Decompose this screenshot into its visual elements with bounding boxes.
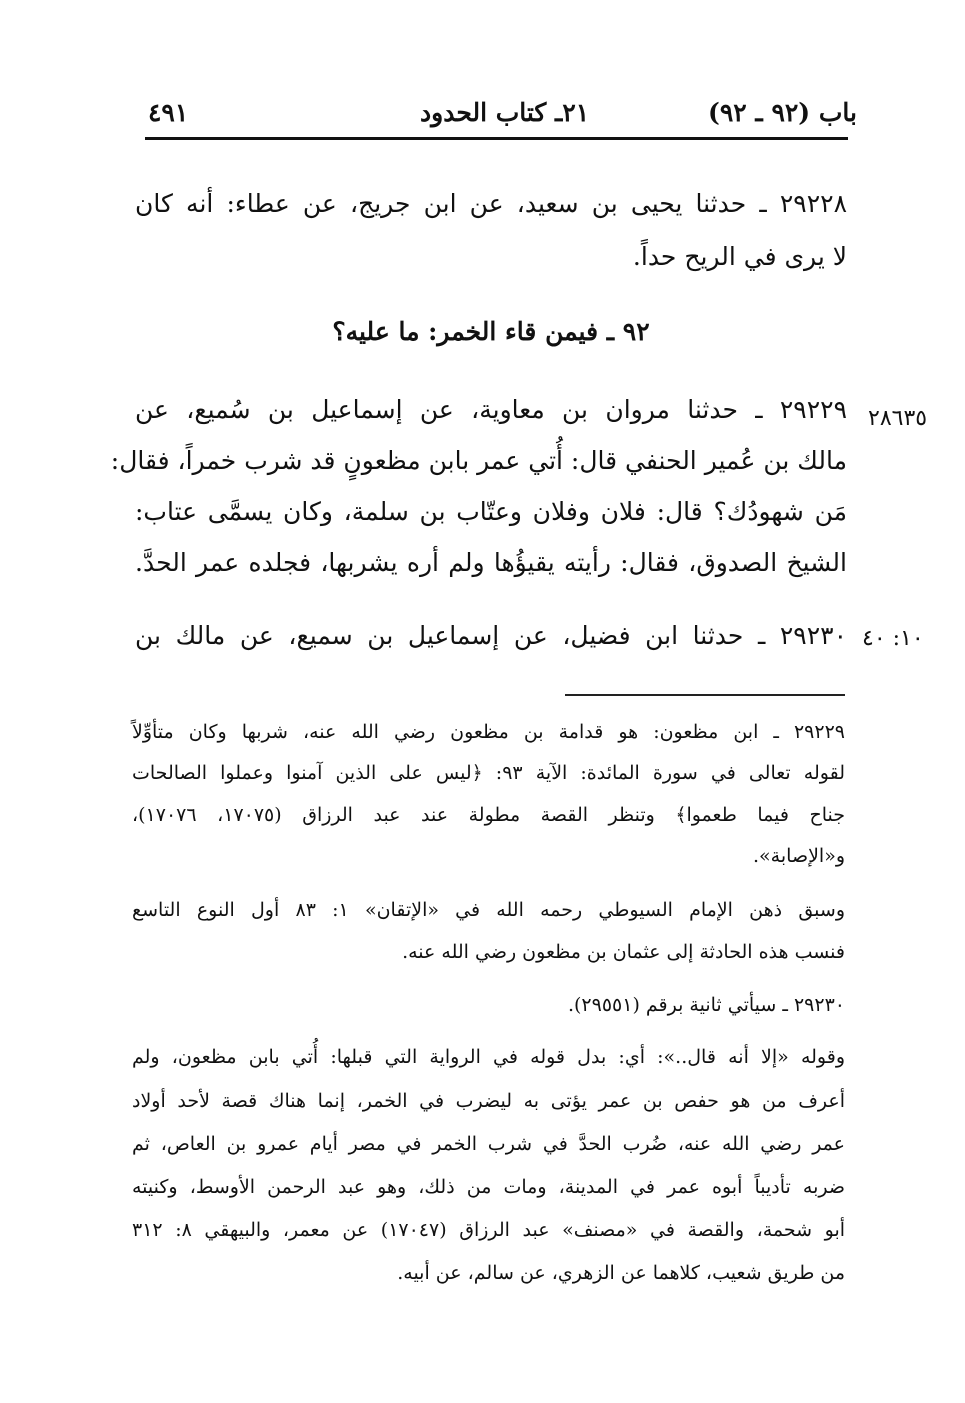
hadith-29230-line-1: ٢٩٢٣٠ ـ حدثنا ابن فضيل، عن إسماعيل بن سميع، عن مالك بن [135,621,847,650]
hadith-29228-line-1: ٢٩٢٢٨ ـ حدثنا يحيى بن سعيد، عن ابن جريج، عن عطاء: أنه كان [135,189,847,218]
footnote-illa-line-5: أبو شحمة، والقصة في «مصنف» عبد الرزاق (١٧٠٤٧) عن معمر، والبيهقي ٨: ٣١٢ [132,1219,846,1241]
margin-ref-29229: ٢٨٦٣٥ [868,406,928,431]
footnote-illa-line-3: عمر رضي الله عنه، ضُرب الحدَّ في شرب الخمر في مصر أيام عمرو بن العاص، ثم [132,1133,845,1155]
margin-ref-29230: ١٠: ٤٠ [862,626,924,651]
footnote-29230-line-1: ٢٩٢٣٠ ـ سيأتي ثانية برقم (٢٩٥٥١). [567,994,845,1016]
page-number: ٤٩١ [148,98,189,127]
footnote-illa-line-4: ضربه تأديباً أبوه عمر في المدينة، ومات من ذلك، وهو عبد الرحمن الأوسط، وكنيته [132,1176,845,1198]
footnote-suyuti-line-2: فنسب هذه الحادثة إلى عثمان بن مظعون رضي الله عنه. [402,941,845,963]
chapter-range: باب (٩٢ ـ ٩٢) [708,98,857,127]
footnote-29229-line-1: ٢٩٢٢٩ ـ ابن مظعون: هو قدامة بن مظعون رضي الله عنه، شربها وكان متأوِّلاً [132,721,845,743]
chapter-title: ٩٢ ـ فيمن قاء الخمر: ما عليه؟ [332,317,650,346]
hadith-29229-line-3: مَن شهودُك؟ قال: فلان وفلان وعتّاب بن سلمة، وكان يسمَّى عتاب: [135,497,847,526]
hadith-29228-line-2: لا يرى في الريح حداً. [632,242,847,271]
hadith-29229-line-2: مالك بن عُمير الحنفي قال: أُتي عمر بابن مظعونٍ قد شرب خمراً، فقال: [110,446,847,475]
hadith-29229-line-1: ٢٩٢٢٩ ـ حدثنا مروان بن معاوية، عن إسماعيل بن سُميع، عن [135,395,847,424]
footnote-29229-line-4: و«الإصابة». [753,845,845,867]
footnote-29229-line-3: جناح فيما طعموا﴾ وتنظر القصة مطولة عند عبد الرزاق (١٧٠٧٥، ١٧٠٧٦)، [132,804,845,826]
footnote-rule [565,694,845,696]
footnote-illa-line-2: أعرف من هو حفص بن عمر يؤتى به ليضرب في الخمر، إنما هناك قصة لأحد أولاد [132,1090,845,1112]
footnote-29229-line-2: لقوله تعالى في سورة المائدة: الآية ٩٣: ﴿ليس على الذين آمنوا وعملوا الصالحات [132,762,845,784]
footnote-illa-line-6: من طريق شعيب، كلاهما عن الزهري، عن سالم، عن أبيه. [397,1262,845,1284]
footnote-suyuti-line-1: وسبق ذهن الإمام السيوطي رحمه الله في «الإتقان» ١: ٨٣ أول النوع التاسع [132,899,845,921]
footnote-illa-line-1: وقوله «إلا أنه قال..»: أي: بدل قوله في الرواية التي قبلها: أُتي بابن مظعون، ولم [132,1046,845,1068]
header-rule [145,137,848,140]
book-title: ٢١ـ كتاب الحدود [420,98,590,127]
hadith-29229-line-4: الشيخ الصدوق، فقال: رأيته يقيؤُها ولم أره يشربها، فجلده عمر الحدَّ. [135,548,847,577]
